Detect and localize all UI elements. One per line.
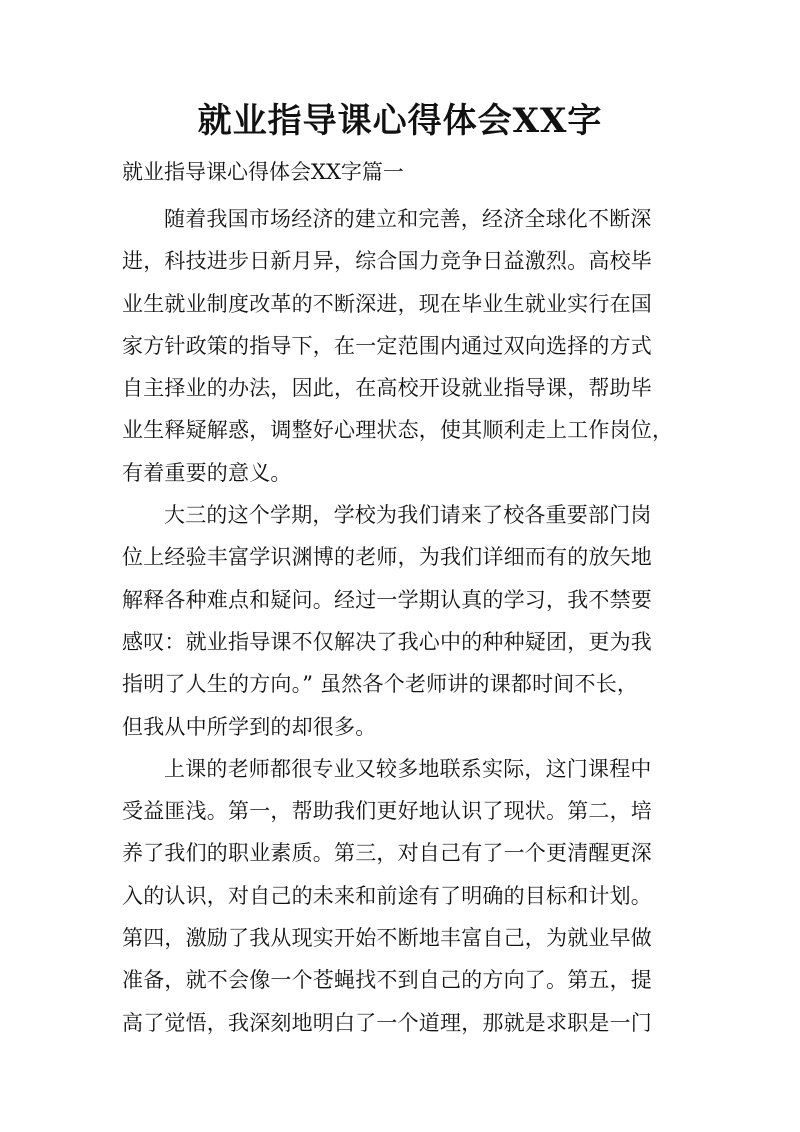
paragraph-line: 大三的这个学期，学校为我们请来了校各重要部门岗 [164,503,652,528]
paragraph-line: 受益匪浅。第一，帮助我们更好地认识了现状。第二，培 [122,799,652,824]
paragraph-line: 养了我们的职业素质。第三，对自己有了一个更清醒更深 [122,841,652,866]
paragraph-line: 入的认识，对自己的未来和前途有了明确的目标和计划。 [122,883,652,908]
section-heading: 就业指导课心得体会XX字篇一 [122,160,404,184]
paragraph-line: 自主择业的办法，因此，在高校开设就业指导课，帮助毕 [122,376,652,401]
paragraph-line: 家方针政策的指导下，在一定范围内通过双向选择的方式 [122,333,652,358]
paragraph-line: 解释各种难点和疑问。经过一学期认真的学习，我不禁要 [122,587,652,612]
paragraph-line: 业生就业制度改革的不断深进，现在毕业生就业实行在国 [122,291,652,316]
paragraph-line: 业生释疑解惑，调整好心理状态，使其顺利走上工作岗位， [122,418,674,443]
paragraph-line: 准备，就不会像一个苍蝇找不到自己的方向了。第五，提 [122,968,652,993]
paragraph-line: 随着我国市场经济的建立和完善，经济全球化不断深 [164,207,652,231]
paragraph-line: 但我从中所学到的却很多。 [122,714,377,739]
document-title: 就业指导课心得体会XX字 [197,101,603,141]
paragraph-line: 上课的老师都很专业又较多地联系实际，这门课程中 [164,756,652,781]
paragraph-line: 位上经验丰富学识渊博的老师，为我们详细而有的放矢地 [122,545,652,570]
document-body [122,198,682,1044]
paragraph-line: 有着重要的意义。 [122,460,292,485]
paragraph-line: 指明了人生的方向。” 虽然各个老师讲的课都时间不长， [122,672,639,697]
paragraph-line: 进，科技进步日新月异，综合国力竞争日益激烈。高校毕 [122,249,652,274]
paragraph-line: 第四，激励了我从现实开始不断地丰富自己，为就业早做 [122,926,652,951]
paragraph-line: 高了觉悟，我深刻地明白了一个道理，那就是求职是一门 [122,1010,652,1035]
paragraph-line: 感叹：就业指导课不仅解决了我心中的种种疑团，更为我 [122,629,652,654]
